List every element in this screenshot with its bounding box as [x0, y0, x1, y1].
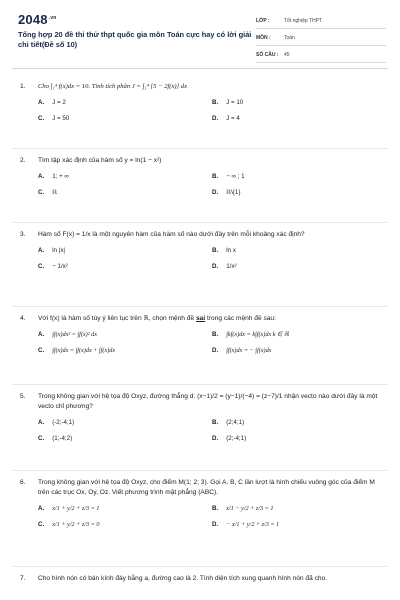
- question-number: 7.: [20, 575, 26, 582]
- option-text: ℝ: [52, 189, 58, 196]
- option-text: J = 4: [226, 115, 240, 122]
- option-text: ∫f(x)dx² = ∫f(x)² dx: [52, 331, 97, 338]
- option-a[interactable]: [38, 172, 69, 182]
- option-b[interactable]: [212, 246, 236, 256]
- option-d[interactable]: [212, 346, 271, 356]
- meta-row-subject: [256, 33, 386, 46]
- option-text: J = 2: [52, 99, 66, 106]
- option-text: − 1/x²: [52, 263, 68, 270]
- option-text: (-2;-4;1): [52, 419, 75, 426]
- answer-options: [0, 498, 400, 532]
- emphasis-word: sai: [196, 315, 206, 322]
- option-c[interactable]: [38, 520, 99, 530]
- question-divider: [12, 222, 388, 223]
- option-a[interactable]: [38, 246, 65, 256]
- option-a[interactable]: [38, 98, 66, 108]
- question-text: Cho ∫₁⁴ f(x)dx = 10. Tính tích phân J = ∫₁⁴ [5 − 2f(x)] dx: [38, 83, 188, 90]
- option-text: x/1 + y/2 + z/3 = 1: [52, 505, 100, 512]
- answer-options: [0, 166, 400, 200]
- option-label: C.: [38, 347, 45, 354]
- option-c[interactable]: [38, 434, 72, 444]
- option-c[interactable]: [38, 114, 69, 124]
- question-3: [0, 230, 400, 274]
- option-b[interactable]: [212, 98, 243, 108]
- answer-options: [0, 412, 400, 446]
- option-text: 1/x²: [226, 263, 237, 270]
- answer-options: [0, 240, 400, 274]
- question-5: [0, 392, 400, 446]
- option-c[interactable]: [38, 188, 57, 198]
- question-text: Trong không gian với hệ tọa độ Oxyz, cho điểm M(1; 2; 3). Gọi A, B, C lần lượt là hình chiếu vuông góc của điểm M trên các trục Ox, Oy, Oz. Viết phương trình mặt phẳng (ABC).: [38, 479, 375, 496]
- meta-key: SỐ CÂU :: [256, 52, 279, 58]
- option-c[interactable]: [38, 346, 115, 356]
- option-label: D.: [212, 115, 219, 122]
- option-text: (2;4;1): [226, 419, 245, 426]
- question-number: 3.: [20, 231, 26, 238]
- document-meta: [256, 16, 386, 67]
- option-label: A.: [38, 505, 45, 512]
- question-2: [0, 156, 400, 200]
- option-b[interactable]: [212, 418, 244, 428]
- option-label: D.: [212, 521, 219, 528]
- option-d[interactable]: [212, 114, 240, 124]
- option-a[interactable]: [38, 504, 99, 514]
- logo-suffix: .vn: [48, 14, 57, 21]
- question-text: Hàm số F(x) = 1/x là một nguyên hàm của hàm số nào dưới đây trên mỗi khoảng xác định?: [38, 231, 305, 238]
- option-label: D.: [212, 347, 219, 354]
- option-label: C.: [38, 521, 45, 528]
- question-7: [0, 574, 400, 584]
- option-text: − x/1 + y/2 + z/3 = 1: [226, 521, 280, 528]
- option-text: ℝ\{1}: [226, 189, 241, 196]
- option-label: C.: [38, 115, 45, 122]
- option-label: D.: [212, 435, 219, 442]
- question-number: 5.: [20, 393, 26, 400]
- option-text: x/1 + y/2 + z/3 = 0: [52, 521, 100, 528]
- question-divider: [12, 566, 388, 567]
- option-d[interactable]: [212, 188, 240, 198]
- option-label: A.: [38, 247, 45, 254]
- option-label: B.: [212, 247, 219, 254]
- option-text: − ∞ ; 1: [226, 173, 245, 180]
- option-text: 1; + ∞: [52, 173, 69, 180]
- option-b[interactable]: [212, 330, 289, 340]
- option-d[interactable]: [212, 520, 279, 530]
- answer-options: [0, 92, 400, 126]
- option-label: C.: [38, 189, 45, 196]
- option-label: A.: [38, 99, 45, 106]
- option-b[interactable]: [212, 172, 245, 182]
- question-number: 6.: [20, 479, 26, 486]
- document-header: [0, 0, 400, 64]
- option-label: C.: [38, 263, 45, 270]
- option-text: J = 10: [226, 99, 244, 106]
- header-divider: [12, 68, 388, 69]
- option-label: D.: [212, 189, 219, 196]
- option-label: D.: [212, 263, 219, 270]
- meta-value: 45: [284, 52, 290, 58]
- question-number: 2.: [20, 157, 26, 164]
- question-1: [0, 82, 400, 126]
- option-label: C.: [38, 435, 45, 442]
- meta-value: Tốt nghiệp THPT: [284, 18, 322, 24]
- meta-key: MÔN :: [256, 35, 271, 41]
- option-text: ∫f(x)dx = ∫f(x)dx + ∫f(x)dx: [52, 347, 116, 354]
- meta-row-count: [256, 50, 386, 63]
- question-text-tail: trong các mệnh đề sau:: [207, 315, 276, 322]
- question-divider: [12, 384, 388, 385]
- meta-key: LỚP :: [256, 18, 270, 24]
- option-label: B.: [212, 173, 219, 180]
- option-b[interactable]: [212, 504, 273, 514]
- question-number: 4.: [20, 315, 26, 322]
- logo-text: 2048: [18, 12, 48, 27]
- question-divider: [12, 306, 388, 307]
- question-text: Cho hình nón có bán kính đáy bằng a, đường cao là 2. Tính diện tích xung quanh hình nón đã cho.: [38, 575, 328, 582]
- option-text: x/1 − y/2 + z/3 = 1: [226, 505, 274, 512]
- question-text: Với f(x) là hàm số tùy ý liên tục trên ℝ, chọn mệnh đề: [38, 315, 195, 322]
- option-a[interactable]: [38, 330, 97, 340]
- option-label: B.: [212, 99, 219, 106]
- question-4: [0, 314, 400, 358]
- question-divider: [12, 470, 388, 471]
- option-label: B.: [212, 331, 219, 338]
- question-divider: [12, 148, 388, 149]
- option-text: ln |x|: [52, 247, 66, 254]
- answer-options: [0, 324, 400, 358]
- question-6: [0, 478, 400, 532]
- option-text: (2;-4;1): [226, 435, 247, 442]
- option-text: ∫f(x)dx = − ∫f(x)dx: [226, 347, 272, 354]
- site-logo[interactable]: [18, 12, 57, 27]
- question-number: 1.: [20, 83, 26, 90]
- option-text: J = 50: [52, 115, 70, 122]
- meta-value: Toán: [284, 35, 295, 41]
- option-text: ∫kf(x)dx = k∫f(x)dx k ∈ ℝ: [226, 331, 289, 338]
- option-label: B.: [212, 419, 219, 426]
- option-c[interactable]: [38, 262, 68, 272]
- option-label: A.: [38, 419, 45, 426]
- option-d[interactable]: [212, 262, 237, 272]
- option-label: B.: [212, 505, 219, 512]
- question-text: Trong không gian với hệ tọa độ Oxyz, đường thẳng d: (x−1)/2 = (y−1)/(−4) = (z−7)/1 nhận vecto nào dưới đây là một vecto chỉ phương?: [38, 393, 378, 410]
- option-text: (1;-4;2): [52, 435, 73, 442]
- option-label: A.: [38, 331, 45, 338]
- option-text: ln x: [226, 247, 236, 254]
- option-d[interactable]: [212, 434, 246, 444]
- option-a[interactable]: [38, 418, 74, 428]
- question-text: Tìm tập xác định của hàm số y = ln(1 − x²): [38, 157, 162, 164]
- document-title: Tổng hợp 20 đề thi thử thpt quốc gia môn Toán cực hay có lời giải chi tiết(Đề số 10): [18, 30, 252, 49]
- meta-row-class: [256, 16, 386, 29]
- option-label: A.: [38, 173, 45, 180]
